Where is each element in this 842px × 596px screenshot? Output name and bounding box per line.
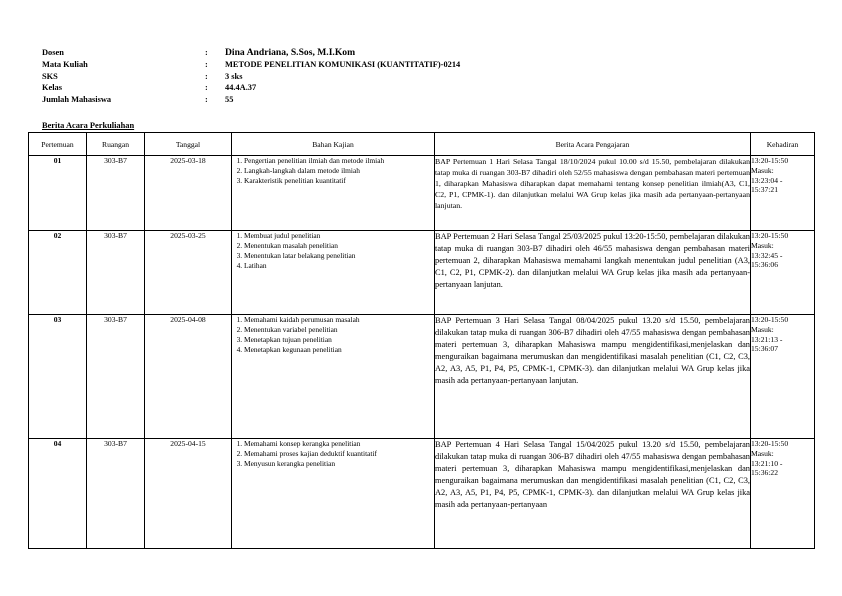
table-row (29, 156, 815, 231)
tanggal-cell: 2025-04-08 (145, 315, 232, 439)
kelas-value: 44.4A.37 (225, 83, 257, 93)
info-row-kelas (42, 82, 460, 94)
info-row-jumlah (42, 94, 460, 106)
list-item: 1. Membuat judul penelitian (244, 231, 434, 241)
bahan-cell (232, 439, 435, 549)
info-row-sks (42, 71, 460, 83)
kehadiran-line: Masuk: (751, 240, 774, 250)
ruangan-cell: 303-B7 (87, 231, 145, 315)
colon: : (205, 95, 208, 105)
list-item: 4. Menetapkan kegunaan penelitian (244, 345, 434, 355)
kelas-label: Kelas (42, 83, 63, 93)
table-header-row (29, 133, 815, 156)
kehadiran-line: 15:36:06 (751, 260, 779, 270)
list-item: 4. Latihan (244, 261, 434, 271)
header-pertemuan: Pertemuan (29, 133, 87, 156)
colon: : (205, 48, 208, 57)
list-item: 3. Karakteristik penelitian kuantitatif (244, 176, 434, 186)
kehadiran-line: 13:20-15:50 (751, 231, 789, 240)
kehadiran-line: 15:36:07 (751, 344, 779, 354)
kehadiran-line: 13:21:10 - (751, 458, 783, 468)
list-item: 2. Menentukan variabel penelitian (244, 325, 434, 335)
table-row (29, 439, 815, 549)
dosen-value: Dina Andriana, S.Sos, M.I.Kom (225, 47, 356, 58)
colon: : (205, 83, 208, 93)
pertemuan-cell: 04 (29, 439, 87, 549)
kehadiran-line: 13:20-15:50 (751, 439, 789, 448)
matkul-value: METODE PENELITIAN KOMUNIKASI (KUANTITATIF)-0214 (225, 59, 461, 69)
table-row (29, 315, 815, 439)
matkul-label: Mata Kuliah (42, 59, 88, 69)
info-row-matkul (42, 59, 460, 71)
list-item: 2. Langkah-langkah dalam metode ilmiah (244, 166, 434, 176)
bap-table (28, 132, 815, 549)
kehadiran-cell (751, 315, 815, 439)
bahan-list (232, 231, 434, 271)
kehadiran-line: 13:23:04 - (751, 175, 783, 185)
list-item: 3. Menetapkan tujuan penelitian (244, 335, 434, 345)
list-item: 1. Memahami konsep kerangka penelitian (244, 439, 434, 449)
kehadiran-line: 13:32:45 - (751, 250, 783, 260)
list-item: 1. Memahami kaidah perumusan masalah (244, 315, 434, 325)
kehadiran-line: Masuk: (751, 324, 774, 334)
bahan-cell (232, 315, 435, 439)
ruangan-cell: 303-B7 (87, 156, 145, 231)
section-title: Berita Acara Perkuliahan (42, 121, 135, 130)
header-berita-acara: Berita Acara Pengajaran (435, 133, 751, 156)
sks-label: SKS (42, 71, 58, 81)
berita-text: BAP Pertemuan 4 Hari Selasa Tangal 15/04/2025 pukul 13.20 s/d 15.50, pembelajaran dilakukan tatap muka di ruangan 306-B7 dihadiri oleh 47/55 mahasiswa dengan pembahasan materi pertemuan 3, diharapkan Mahasiswa mampu mengidentifikasi,menjelaskan dan menguraikan bagaimana merumuskan dan mengidentifikasi masalah penelitian (C1, C2, C3, A2, A3, A5, P1, P4, P5, CPMK-1, CPMK-3). dan dilanjutkan melalui WA Grup kelas jika masih ada pertanyaan-pertanyaan (435, 440, 750, 509)
info-row-dosen (42, 47, 460, 59)
kehadiran-line: 13:20-15:50 (751, 315, 789, 324)
jumlah-label: Jumlah Mahasiswa (42, 95, 112, 105)
dosen-label: Dosen (42, 48, 64, 57)
kehadiran-cell (751, 156, 815, 231)
course-info (42, 47, 460, 106)
bahan-cell (232, 156, 435, 231)
tanggal-cell: 2025-03-25 (145, 231, 232, 315)
pertemuan-cell: 01 (29, 156, 87, 231)
list-item: 2. Menentukan masalah penelitian (244, 241, 434, 251)
kehadiran-line: 13:20-15:50 (751, 156, 789, 165)
kehadiran-cell (751, 439, 815, 549)
ruangan-cell: 303-B7 (87, 439, 145, 549)
berita-cell: BAP Pertemuan 1 Hari Selasa Tangal 18/10/2024 pukul 10.00 s/d 15.50, pembelajaran dilakukan tatap muka di ruangan 303-B7 dihadiri oleh 52/55 mahasiswa dengan pembahasan materi pertemuan 1, diharapkan Mahasiswa diharapkan dapat memahami tentang konsep penelitian ilmiah(A3, C1, C2, P1, CPMK-1). dan dilanjutkan melalui WA Grup kelas jika masih ada pertanyaan-pertanyaan lanjutan. (435, 156, 751, 231)
ruangan-cell: 303-B7 (87, 315, 145, 439)
kehadiran-line: Masuk: (751, 448, 774, 458)
header-bahan-kajian: Bahan Kajian (232, 133, 435, 156)
berita-cell: BAP Pertemuan 2 Hari Selasa Tangal 25/03/2025 pukul 13:20-15:50, pembelajaran dilakukan tatap muka di ruangan 303-B7 dihadiri oleh 46/55 mahasiswa dengan pembahasan materi pertemuan 2, diharapkan Mahasiswa memahami langkah menentukan judul penelitian (A3, C1, C2, P1, CPMK-2). dan dilanjutkan melalui WA Grup kelas jika masih ada pertanyaan-pertanyaan lanjutan. (435, 231, 751, 315)
berita-cell (435, 439, 751, 549)
table-row (29, 231, 815, 315)
bahan-list (232, 156, 434, 186)
berita-cell: BAP Pertemuan 3 Hari Selasa Tangal 08/04/2025 pukul 13.20 s/d 15.50, pembelajaran dilakukan tatap muka di ruangan 306-B7 dihadiri oleh 47/55 mahasiswa dengan pembahasan materi pertemuan 3, diharapkan Mahasiswa mampu mengidentifikasi,menjelaskan dan menguraikan bagaimana merumuskan dan mengidentifikasi masalah penelitian (C1, C2, C3, A2, A3, A5, P1, P4, P5, CPMK-1, CPMK-3). dan dilanjutkan melalui WA Grup kelas jika masih ada pertanyaan-pertanyaan lanjutan. (435, 315, 751, 439)
kehadiran-line: 15:37:21 (751, 185, 779, 195)
bahan-cell (232, 231, 435, 315)
kehadiran-line: Masuk: (751, 165, 774, 175)
list-item: 1. Pengertian penelitian ilmiah dan metode ilmiah (244, 156, 434, 166)
pertemuan-cell: 02 (29, 231, 87, 315)
tanggal-cell: 2025-03-18 (145, 156, 232, 231)
colon: : (205, 59, 208, 69)
colon: : (205, 71, 208, 81)
list-item: 3. Menyusun kerangka penelitian (244, 459, 434, 469)
kehadiran-line: 13:21:13 - (751, 334, 783, 344)
header-kehadiran: Kehadiran (751, 133, 815, 156)
header-tanggal: Tanggal (145, 133, 232, 156)
kehadiran-line: 15:36:22 (751, 468, 779, 478)
header-ruangan: Ruangan (87, 133, 145, 156)
jumlah-value: 55 (225, 95, 234, 105)
pertemuan-cell: 03 (29, 315, 87, 439)
list-item: 3. Menentukan latar belakang penelitian (244, 251, 434, 261)
tanggal-cell: 2025-04-15 (145, 439, 232, 549)
list-item: 2. Memahami proses kajian deduktif kuantitatif (244, 449, 434, 459)
sks-value: 3 sks (225, 71, 243, 81)
bahan-list (232, 439, 434, 469)
bahan-list (232, 315, 434, 355)
kehadiran-cell (751, 231, 815, 315)
